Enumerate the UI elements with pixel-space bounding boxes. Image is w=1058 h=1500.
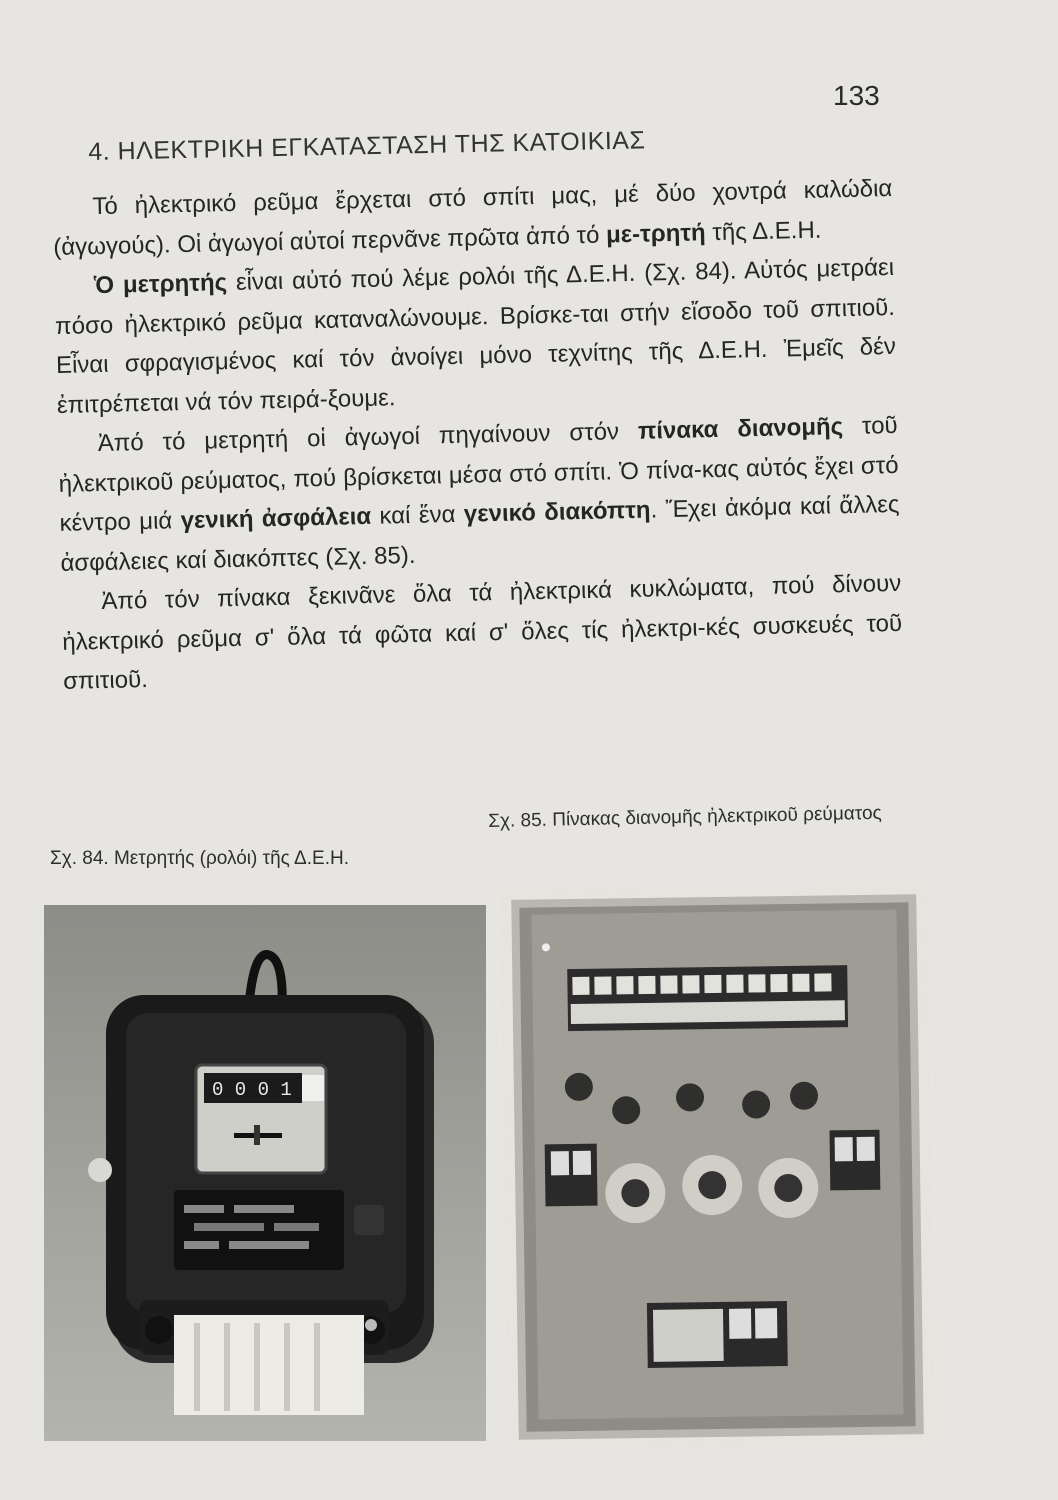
body-text [52,169,903,701]
paragraph-3: Ἀπό τό μετρητή οἱ ἀγωγοί πηγαίνουν στόν πίνακα διανομῆς τοῦ ἠλεκτρικοῦ ρεύματος, πού βρίσκεται μέσα στό σπίτι. Ὁ πίνα-κας αὐτός ἔχει στό κέντρο μιά γενική ἀσφάλεια καί ἕνα γενικό διακόπτη. Ἔχει ἀκόμα καί ἄλλες ἀσφάλειες καί διακόπτες (Σχ. 85). [58,411,900,577]
figure-84-caption: Σχ. 84. Μετρητής (ρολόι) τῆς Δ.Ε.Η. [50,848,349,869]
distribution-board-photo [501,884,934,1450]
paragraph-2: Ὁ μετρητής εἶναι αὐτό πού λέμε ρολόι τῆς Δ.Ε.Η. (Σχ. 84). Αὐτός μετράει πόσο ἠλεκτρικό ρεῦμα καταναλώνουμε. Βρίσκε-ται στήν εἴσοδο τοῦ σπιτιοῦ. Εἶναι σφραγισμένος καί τόν ἀνοίγει μόνο τεχνίτης τῆς Δ.Ε.Η. Ἐμεῖς δέν ἐπιτρέπεται νά τόν πειρά-ξουμε. [54,253,897,419]
section-heading: 4. ΗΛΕΚΤΡΙΚΗ ΕΓΚΑΤΑΣΤΑΣΗ ΤΗΣ ΚΑΤΟΙΚΙΑΣ [88,126,646,166]
distribution-board-illustration [501,884,934,1450]
paragraph-1: Τό ἠλεκτρικό ρεῦμα ἔρχεται στό σπίτι μας, μέ δύο χοντρά καλώδια (ἀγωγούς). Οἱ ἀγωγοί αὐτοί περνᾶνε πρῶτα ἀπό τό με-τρητή τῆς Δ.Ε.Η. [53,174,893,261]
meter-counter: 0 0 0 1 [212,1079,292,1101]
figure-85-caption: Σχ. 85. Πίνακας διανομῆς ἠλεκτρικοῦ ρεύματος [488,802,882,832]
page-number: 133 [833,80,880,111]
electricity-meter-photo [44,905,486,1441]
electricity-meter-illustration [44,905,486,1441]
paragraph-4: Ἀπό τόν πίνακα ξεκινᾶνε ὅλα τά ἠλεκτρικά κυκλώματα, πού δίνουν ἠλεκτρικό ρεῦμα σ' ὅλα τά φῶτα καί σ' ὅλες τίς ἠλεκτρι-κές συσκευές τοῦ σπιτιοῦ. [61,569,903,695]
